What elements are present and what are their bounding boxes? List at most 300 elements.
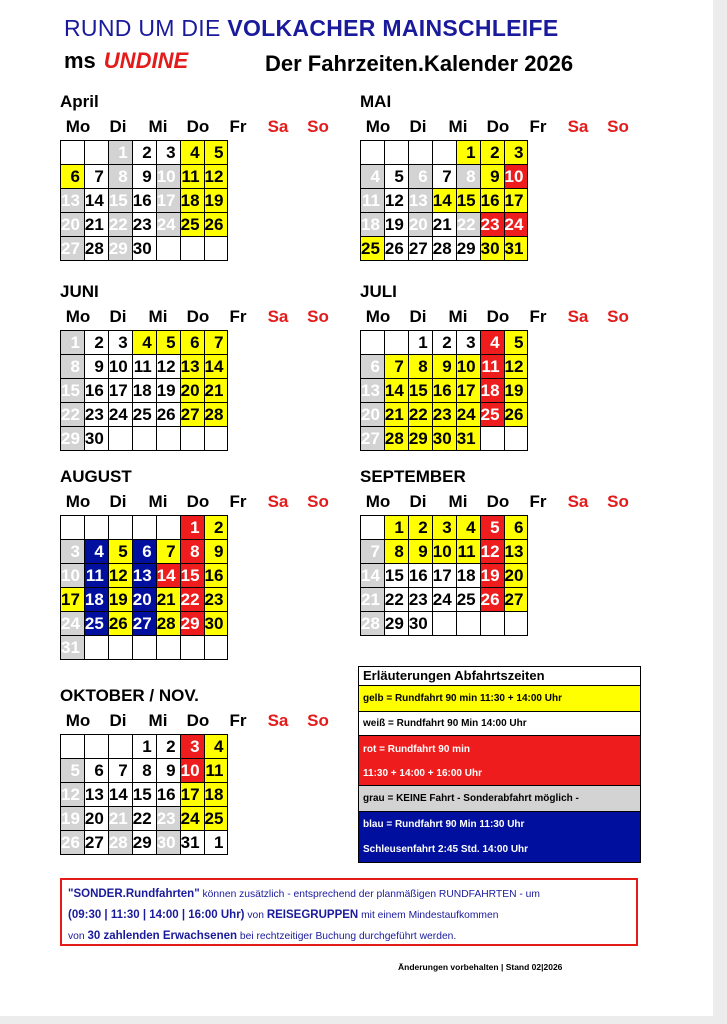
day-cell: 6 [504, 516, 528, 540]
day-cell: 5 [384, 165, 408, 189]
day-cell: 25 [180, 213, 204, 237]
day-cell: 12 [480, 540, 504, 564]
day-cell: 20 [84, 807, 108, 831]
day-cell: 10 [61, 564, 85, 588]
day-cell: 25 [361, 237, 385, 261]
month-name: SEPTEMBER [360, 467, 466, 486]
day-cell [180, 237, 204, 261]
day-cell [61, 516, 85, 540]
title-plain: RUND UM DIE [64, 15, 228, 41]
day-cell: 8 [456, 165, 480, 189]
day-cell: 26 [384, 237, 408, 261]
day-cell: 15 [180, 564, 204, 588]
day-cell [61, 735, 85, 759]
month-grid [360, 330, 528, 451]
legend-row: rot = Rundfahrt 90 min [359, 736, 640, 762]
day-cell: 13 [61, 189, 85, 213]
day-cell: 27 [84, 831, 108, 855]
day-cell: 2 [156, 735, 180, 759]
week-row [361, 588, 528, 612]
day-cell [180, 427, 204, 451]
day-cell: 24 [504, 213, 528, 237]
day-cell [384, 331, 408, 355]
day-cell: 21 [361, 588, 385, 612]
day-cell [156, 636, 180, 660]
day-cell: 7 [432, 165, 456, 189]
day-cell: 1 [108, 141, 132, 165]
day-cell: 9 [156, 759, 180, 783]
week-row [61, 516, 228, 540]
month-grid [60, 734, 228, 855]
day-cell: 14 [361, 564, 385, 588]
day-cell: 9 [480, 165, 504, 189]
day-cell: 23 [480, 213, 504, 237]
day-cell: 27 [132, 612, 156, 636]
day-cell: 16 [432, 379, 456, 403]
day-cell: 4 [361, 165, 385, 189]
note-p4: von [244, 910, 267, 921]
day-cell: 9 [132, 165, 156, 189]
day-cell: 6 [361, 355, 385, 379]
day-cell: 28 [432, 237, 456, 261]
day-cell: 22 [132, 807, 156, 831]
weekday-header: Sa [267, 117, 289, 136]
day-cell: 7 [108, 759, 132, 783]
day-cell: 22 [180, 588, 204, 612]
day-cell: 4 [480, 331, 504, 355]
day-cell: 17 [504, 189, 528, 213]
day-cell: 26 [480, 588, 504, 612]
day-cell: 17 [180, 783, 204, 807]
day-cell: 9 [432, 355, 456, 379]
weekday-header: Sa [267, 711, 289, 730]
day-cell: 21 [156, 588, 180, 612]
day-cell: 8 [132, 759, 156, 783]
day-cell: 13 [180, 355, 204, 379]
day-cell [204, 427, 228, 451]
day-cell: 8 [408, 355, 432, 379]
weekday-header: So [307, 711, 329, 730]
day-cell: 1 [456, 141, 480, 165]
day-cell: 25 [132, 403, 156, 427]
day-cell: 6 [180, 331, 204, 355]
week-row [61, 807, 228, 831]
week-row [61, 331, 228, 355]
week-row [361, 516, 528, 540]
day-cell: 15 [108, 189, 132, 213]
day-cell: 12 [384, 189, 408, 213]
week-row [361, 237, 528, 261]
weekday-header: Mi [448, 117, 468, 136]
day-cell: 14 [384, 379, 408, 403]
weekday-header: Fr [229, 117, 247, 136]
note-p7: von [68, 931, 88, 942]
legend-title: Erläuterungen Abfahrtszeiten [359, 667, 640, 686]
day-cell: 30 [132, 237, 156, 261]
month-name: April [60, 92, 99, 111]
day-cell: 15 [132, 783, 156, 807]
day-cell: 14 [432, 189, 456, 213]
day-cell: 7 [84, 165, 108, 189]
weekday-header: Mi [148, 711, 168, 730]
day-cell: 1 [132, 735, 156, 759]
month-name: OKTOBER / NOV. [60, 686, 199, 705]
day-cell: 13 [361, 379, 385, 403]
day-cell: 10 [432, 540, 456, 564]
week-row [361, 427, 528, 451]
day-cell: 2 [204, 516, 228, 540]
day-cell: 24 [180, 807, 204, 831]
day-cell: 26 [108, 612, 132, 636]
day-cell: 18 [204, 783, 228, 807]
day-cell: 4 [132, 331, 156, 355]
day-cell: 1 [408, 331, 432, 355]
weekday-header: So [607, 492, 629, 511]
day-cell: 23 [204, 588, 228, 612]
weekday-header: Sa [567, 492, 589, 511]
month-name: JUNI [60, 282, 99, 301]
day-cell: 5 [156, 331, 180, 355]
day-cell: 26 [504, 403, 528, 427]
day-cell: 10 [156, 165, 180, 189]
day-cell: 17 [156, 189, 180, 213]
day-cell: 30 [432, 427, 456, 451]
day-cell: 19 [204, 189, 228, 213]
day-cell [180, 636, 204, 660]
month-name: JULI [360, 282, 397, 301]
day-cell: 19 [61, 807, 85, 831]
day-cell: 20 [504, 564, 528, 588]
day-cell [108, 636, 132, 660]
day-cell: 27 [61, 237, 85, 261]
weekday-header: Fr [229, 492, 247, 511]
week-row [361, 564, 528, 588]
day-cell [432, 141, 456, 165]
day-cell [204, 237, 228, 261]
day-cell: 3 [156, 141, 180, 165]
day-cell [504, 612, 528, 636]
day-cell: 2 [432, 331, 456, 355]
day-cell [384, 141, 408, 165]
day-cell: 19 [504, 379, 528, 403]
day-cell: 19 [384, 213, 408, 237]
week-row [361, 355, 528, 379]
day-cell: 4 [456, 516, 480, 540]
day-cell: 15 [456, 189, 480, 213]
day-cell: 19 [108, 588, 132, 612]
day-cell: 29 [408, 427, 432, 451]
week-row [61, 831, 228, 855]
day-cell: 23 [408, 588, 432, 612]
day-cell: 27 [180, 403, 204, 427]
legend-row: 11:30 + 14:00 + 16:00 Uhr [359, 762, 640, 786]
day-cell: 26 [156, 403, 180, 427]
day-cell: 12 [61, 783, 85, 807]
day-cell: 15 [408, 379, 432, 403]
day-cell [84, 141, 108, 165]
day-cell [480, 612, 504, 636]
day-cell: 23 [156, 807, 180, 831]
day-cell: 3 [456, 331, 480, 355]
day-cell: 2 [84, 331, 108, 355]
day-cell: 12 [204, 165, 228, 189]
legend-row: weiß = Rundfahrt 90 Min 14:00 Uhr [359, 712, 640, 736]
day-cell [361, 141, 385, 165]
weekday-header: Di [109, 711, 127, 730]
day-cell: 6 [61, 165, 85, 189]
weekday-header: Mi [148, 117, 168, 136]
day-cell: 22 [408, 403, 432, 427]
weekday-header: So [307, 492, 329, 511]
weekday-header: Sa [267, 307, 289, 326]
day-cell: 6 [408, 165, 432, 189]
day-cell [84, 636, 108, 660]
day-cell: 13 [132, 564, 156, 588]
day-cell: 30 [204, 612, 228, 636]
day-cell [504, 427, 528, 451]
week-row [361, 379, 528, 403]
day-cell: 3 [504, 141, 528, 165]
week-row [61, 759, 228, 783]
weekday-header: Di [109, 117, 127, 136]
week-row [61, 636, 228, 660]
day-cell: 9 [408, 540, 432, 564]
day-cell: 31 [456, 427, 480, 451]
weekday-header: Mi [148, 307, 168, 326]
week-row [361, 165, 528, 189]
day-cell: 3 [61, 540, 85, 564]
day-cell: 13 [84, 783, 108, 807]
day-cell [156, 516, 180, 540]
day-cell: 10 [180, 759, 204, 783]
day-cell: 9 [84, 355, 108, 379]
week-row [61, 237, 228, 261]
week-row [361, 189, 528, 213]
day-cell: 10 [504, 165, 528, 189]
day-cell: 10 [108, 355, 132, 379]
weekday-header: Fr [529, 117, 547, 136]
day-cell: 19 [480, 564, 504, 588]
day-cell: 18 [180, 189, 204, 213]
day-cell: 3 [180, 735, 204, 759]
day-cell: 13 [408, 189, 432, 213]
day-cell: 21 [84, 213, 108, 237]
day-cell: 25 [456, 588, 480, 612]
title-bold: VOLKACHER MAINSCHLEIFE [227, 15, 559, 41]
day-cell: 12 [156, 355, 180, 379]
weekday-header: Sa [567, 117, 589, 136]
day-cell: 29 [384, 612, 408, 636]
week-row [361, 540, 528, 564]
month-name: MAI [360, 92, 392, 111]
day-cell: 28 [84, 237, 108, 261]
page-title [64, 15, 559, 42]
day-cell: 28 [361, 612, 385, 636]
day-cell: 26 [204, 213, 228, 237]
day-cell [108, 735, 132, 759]
day-cell: 3 [108, 331, 132, 355]
day-cell: 7 [204, 331, 228, 355]
legend-row: Schleusenfahrt 2:45 Std. 14:00 Uhr [359, 837, 640, 862]
weekday-header: So [607, 307, 629, 326]
day-cell: 28 [108, 831, 132, 855]
day-cell: 5 [204, 141, 228, 165]
day-cell: 16 [408, 564, 432, 588]
weekday-header: Mo [365, 307, 391, 326]
day-cell: 30 [480, 237, 504, 261]
day-cell: 13 [504, 540, 528, 564]
day-cell: 23 [132, 213, 156, 237]
day-cell [108, 516, 132, 540]
day-cell: 11 [480, 355, 504, 379]
week-row [61, 612, 228, 636]
weekday-header: So [607, 117, 629, 136]
week-row [61, 165, 228, 189]
weekday-header: Do [486, 117, 510, 136]
weekday-header: Di [409, 492, 427, 511]
month-grid [60, 140, 228, 261]
day-cell: 8 [384, 540, 408, 564]
weekday-header: Do [186, 711, 210, 730]
page-subtitle: Der Fahrzeiten.Kalender 2026 [265, 51, 574, 76]
weekday-header: Mo [65, 492, 91, 511]
note-p2: können zusätzlich - entsprechend der planmäßigen RUNDFAHRTEN - um [199, 889, 540, 900]
day-cell: 28 [204, 403, 228, 427]
week-row [361, 141, 528, 165]
day-cell: 8 [108, 165, 132, 189]
day-cell: 11 [132, 355, 156, 379]
weekday-header: Fr [529, 492, 547, 511]
weekday-header: Do [186, 492, 210, 511]
day-cell: 15 [61, 379, 85, 403]
day-cell: 28 [156, 612, 180, 636]
legend-row: blau = Rundfahrt 90 Min 11:30 Uhr [359, 812, 640, 837]
note-p8: 30 zahlenden Erwachsenen [87, 930, 238, 942]
day-cell: 17 [456, 379, 480, 403]
day-cell: 7 [361, 540, 385, 564]
month-grid [60, 330, 228, 451]
weekday-header: Di [409, 307, 427, 326]
note-heading [68, 888, 200, 900]
day-cell: 11 [456, 540, 480, 564]
day-cell [156, 427, 180, 451]
footer-note: Änderungen vorbehalten | Stand 02|2026 [398, 962, 563, 972]
ship-name-undine: UNDINE [103, 48, 189, 73]
weekday-header: Di [109, 307, 127, 326]
week-row [61, 540, 228, 564]
day-cell: 11 [84, 564, 108, 588]
week-row [61, 783, 228, 807]
day-cell [156, 237, 180, 261]
day-cell [61, 141, 85, 165]
day-cell: 20 [361, 403, 385, 427]
weekday-header: Do [186, 117, 210, 136]
day-cell: 10 [456, 355, 480, 379]
day-cell: 25 [84, 612, 108, 636]
day-cell [361, 331, 385, 355]
weekday-header: Do [186, 307, 210, 326]
day-cell [204, 636, 228, 660]
legend-rows [359, 686, 640, 862]
day-cell [408, 141, 432, 165]
day-cell: 14 [84, 189, 108, 213]
week-row [361, 331, 528, 355]
weekday-header: Mo [365, 117, 391, 136]
week-row [61, 355, 228, 379]
day-cell: 9 [204, 540, 228, 564]
day-cell: 18 [456, 564, 480, 588]
weekday-header: Di [109, 492, 127, 511]
day-cell: 4 [204, 735, 228, 759]
day-cell: 30 [408, 612, 432, 636]
day-cell: 30 [156, 831, 180, 855]
weekday-header: Do [486, 492, 510, 511]
week-row [61, 564, 228, 588]
day-cell: 12 [504, 355, 528, 379]
day-cell: 18 [480, 379, 504, 403]
day-cell: 24 [432, 588, 456, 612]
week-row [61, 588, 228, 612]
day-cell: 31 [504, 237, 528, 261]
day-cell: 11 [180, 165, 204, 189]
day-cell: 7 [156, 540, 180, 564]
weekday-header: Mi [448, 492, 468, 511]
day-cell: 5 [108, 540, 132, 564]
day-cell: 4 [180, 141, 204, 165]
weekday-header: Sa [567, 307, 589, 326]
legend-row: grau = KEINE Fahrt - Sonderabfahrt möglich - [359, 786, 640, 812]
legend-box [358, 666, 641, 863]
weekday-header: Mi [448, 307, 468, 326]
weekday-header: Mo [65, 307, 91, 326]
day-cell: 8 [61, 355, 85, 379]
month-grid [60, 515, 228, 660]
day-cell: 15 [384, 564, 408, 588]
day-cell: 18 [361, 213, 385, 237]
day-cell: 11 [204, 759, 228, 783]
day-cell: 14 [156, 564, 180, 588]
week-row [61, 403, 228, 427]
day-cell: 11 [361, 189, 385, 213]
day-cell: 23 [432, 403, 456, 427]
day-cell: 5 [61, 759, 85, 783]
day-cell: 27 [408, 237, 432, 261]
day-cell: 12 [108, 564, 132, 588]
note-p6: mit einem Mindestaufkommen [358, 910, 499, 921]
day-cell: 24 [61, 612, 85, 636]
day-cell: 29 [456, 237, 480, 261]
day-cell: 1 [204, 831, 228, 855]
day-cell [132, 516, 156, 540]
note-p5: REISEGRUPPEN [266, 909, 359, 921]
weekday-header: Mi [148, 492, 168, 511]
month-name: AUGUST [60, 467, 132, 486]
week-row [361, 213, 528, 237]
day-cell: 31 [61, 636, 85, 660]
day-cell: 7 [384, 355, 408, 379]
day-cell [432, 612, 456, 636]
note-p9: bei rechtzeitiger Buchung durchgeführt werden. [237, 931, 457, 942]
weekday-header: Di [409, 117, 427, 136]
weekday-header: So [307, 307, 329, 326]
week-row [61, 735, 228, 759]
week-row [61, 427, 228, 451]
month-grid [360, 140, 528, 261]
weekday-header: So [307, 117, 329, 136]
weekday-header: Mo [365, 492, 391, 511]
day-cell: 21 [204, 379, 228, 403]
weekday-header: Do [486, 307, 510, 326]
